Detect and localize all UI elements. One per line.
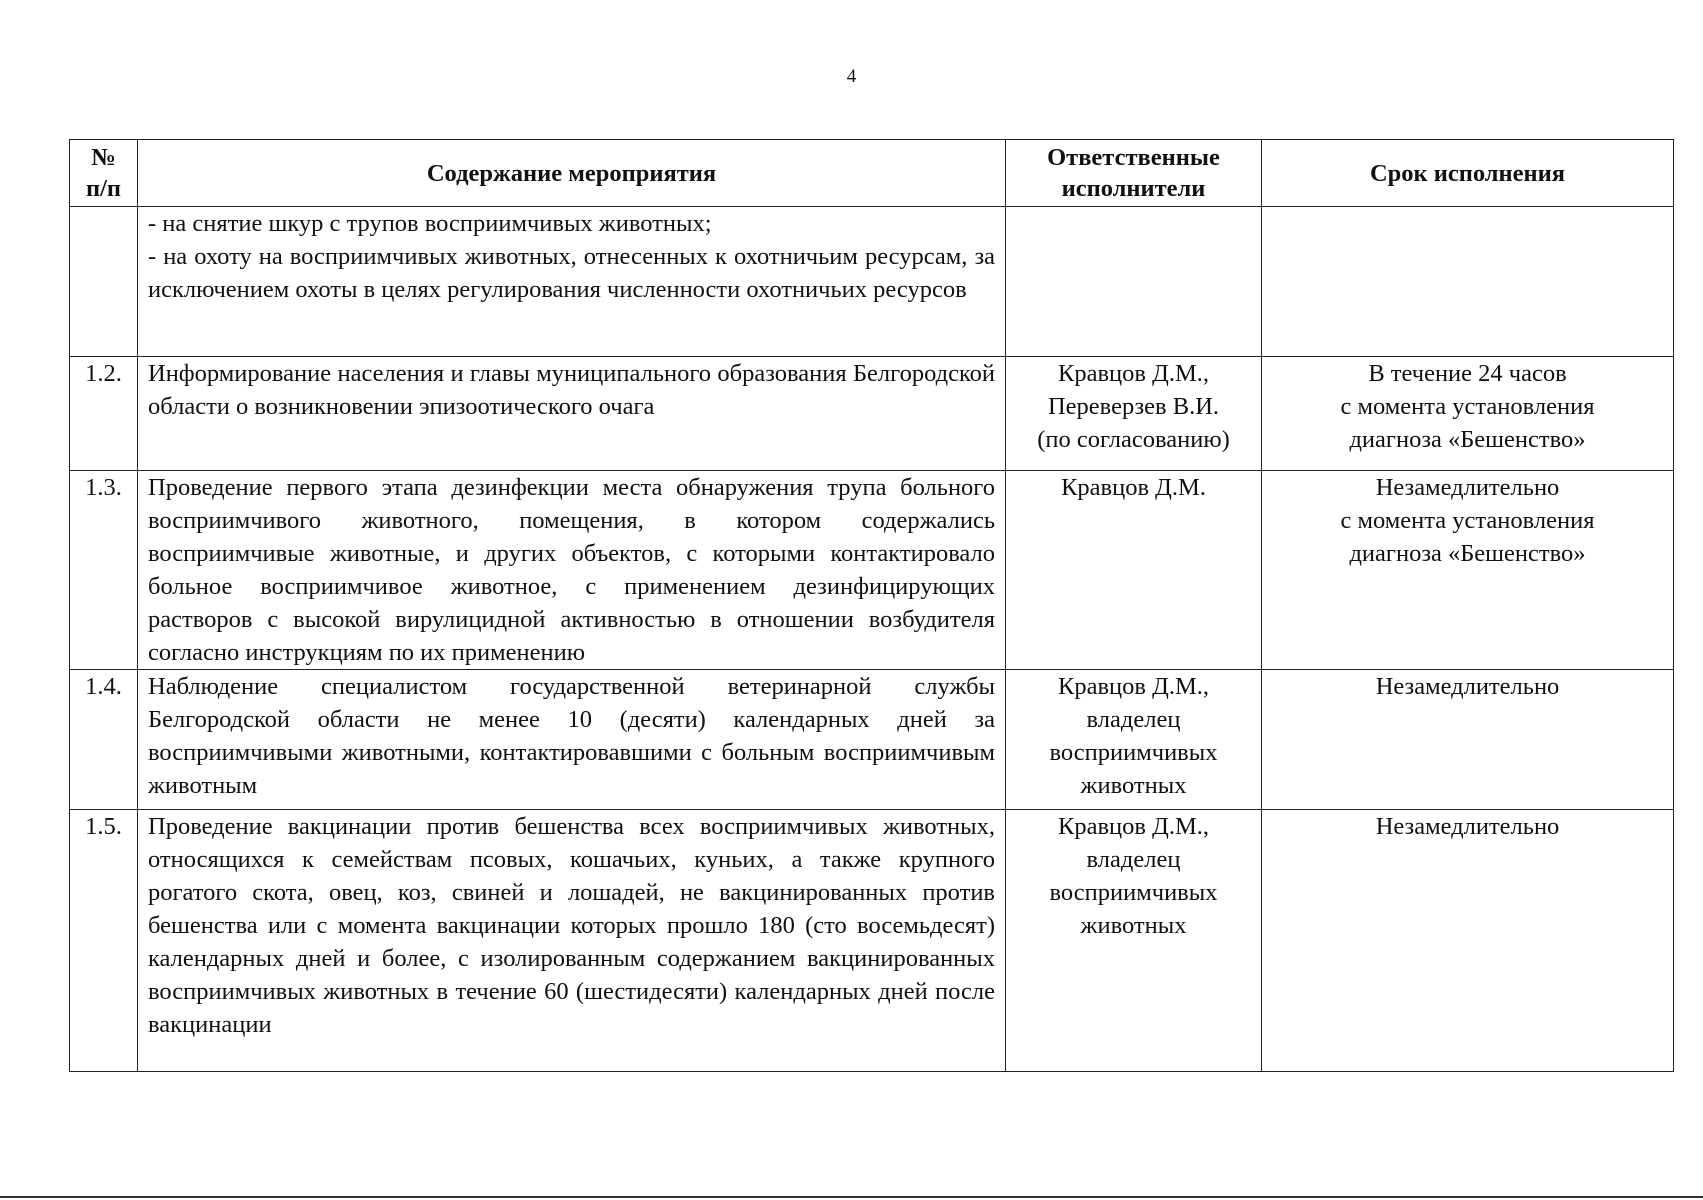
deadline-line: диагноза «Бешенство» (1349, 540, 1586, 567)
page-number: 4 (846, 66, 857, 87)
table-row (70, 810, 1674, 1072)
header-number (70, 140, 138, 207)
row-number: 1.2. (70, 357, 138, 471)
responsible-line: Переверзев В.И. (1047, 393, 1220, 420)
responsible-line: Кравцов Д.М., (1058, 673, 1209, 700)
measure-paragraph: Проведение первого этапа дезинфекции места обнаружения трупа больного восприимчивого животного, помещения, в котором содержались восприимчивые животные, и других объектов, с которыми контактировало больное восприимчивое животное, с применением дезинфицирующих растворов с высокой вирулицидной активностью в отношении возбудителя согласно инструкциям по их применению (148, 474, 995, 666)
bottom-divider (0, 1196, 1703, 1198)
measure-content (138, 670, 1006, 810)
row-number (70, 207, 138, 357)
header-responsible-line: Ответственные (1047, 144, 1220, 171)
responsible-line: животных (1080, 772, 1187, 799)
responsible-line: восприимчивых (1049, 879, 1218, 906)
deadline (1262, 471, 1674, 670)
header-responsible (1006, 140, 1262, 207)
measure-paragraph: - на охоту на восприимчивых животных, отнесенных к охотничьим ресурсам, за исключением охоты в целях регулирования численности охотничьих ресурсов (148, 243, 995, 303)
responsible-line: Кравцов Д.М., (1058, 360, 1209, 387)
responsible-line: владелец (1086, 706, 1181, 733)
header-responsible-line: исполнители (1061, 175, 1206, 202)
responsible-persons (1006, 670, 1262, 810)
responsible-line: восприимчивых (1049, 739, 1218, 766)
table-body (70, 207, 1674, 1072)
table-header-row (70, 140, 1674, 207)
deadline (1262, 207, 1674, 357)
header-number-line: п/п (85, 175, 122, 202)
deadline-line: В течение 24 часов (1368, 360, 1567, 387)
table-row (70, 471, 1674, 670)
header-number-line: № (91, 144, 116, 171)
responsible-persons (1006, 810, 1262, 1072)
responsible-line: владелец (1086, 846, 1181, 873)
deadline (1262, 357, 1674, 471)
header-content: Содержание мероприятия (138, 140, 1006, 207)
deadline-line: Незамедлительно (1375, 673, 1560, 700)
deadline-line: с момента установления (1340, 507, 1595, 534)
table-row (70, 207, 1674, 357)
responsible-line: Кравцов Д.М., (1058, 813, 1209, 840)
responsible-persons (1006, 207, 1262, 357)
deadline-line: Незамедлительно (1375, 474, 1560, 501)
header-deadline: Срок исполнения (1262, 140, 1674, 207)
measure-content (138, 207, 1006, 357)
responsible-persons (1006, 357, 1262, 471)
deadline (1262, 670, 1674, 810)
row-number: 1.5. (70, 810, 138, 1072)
responsible-persons (1006, 471, 1262, 670)
table-row (70, 357, 1674, 471)
row-number: 1.4. (70, 670, 138, 810)
measure-paragraph: Наблюдение специалистом государственной ветеринарной службы Белгородской области не менее 10 (десяти) календарных дней за восприимчивыми животными, контактировавшими с больным восприимчивым животным (148, 673, 995, 799)
deadline-line: диагноза «Бешенство» (1349, 426, 1586, 453)
measures-table (69, 139, 1674, 1072)
deadline-line: с момента установления (1340, 393, 1595, 420)
measure-content (138, 810, 1006, 1072)
responsible-line: животных (1080, 912, 1187, 939)
measure-paragraph: Информирование населения и главы муниципального образования Белгородской области о возникновении эпизоотического очага (148, 360, 995, 420)
measure-paragraph: Проведение вакцинации против бешенства всех восприимчивых животных, относящихся к семействам псовых, кошачьих, куньих, а также крупного рогатого скота, овец, коз, свиней и лошадей, не вакцинированных против бешенства или с момента вакцинации которых прошло 180 (сто восемьдесят) календарных дней и более, с изолированным содержанием вакцинированных восприимчивых животных в течение 60 (шестидесяти) календарных дней после вакцинации (148, 813, 995, 1038)
row-number: 1.3. (70, 471, 138, 670)
measure-content (138, 471, 1006, 670)
responsible-line: Кравцов Д.М. (1061, 474, 1206, 501)
deadline (1262, 810, 1674, 1072)
measure-content (138, 357, 1006, 471)
table-row (70, 670, 1674, 810)
deadline-line: Незамедлительно (1375, 813, 1560, 840)
responsible-line: (по согласованию) (1037, 426, 1230, 453)
measure-paragraph: - на снятие шкур с трупов восприимчивых животных; (148, 210, 712, 237)
